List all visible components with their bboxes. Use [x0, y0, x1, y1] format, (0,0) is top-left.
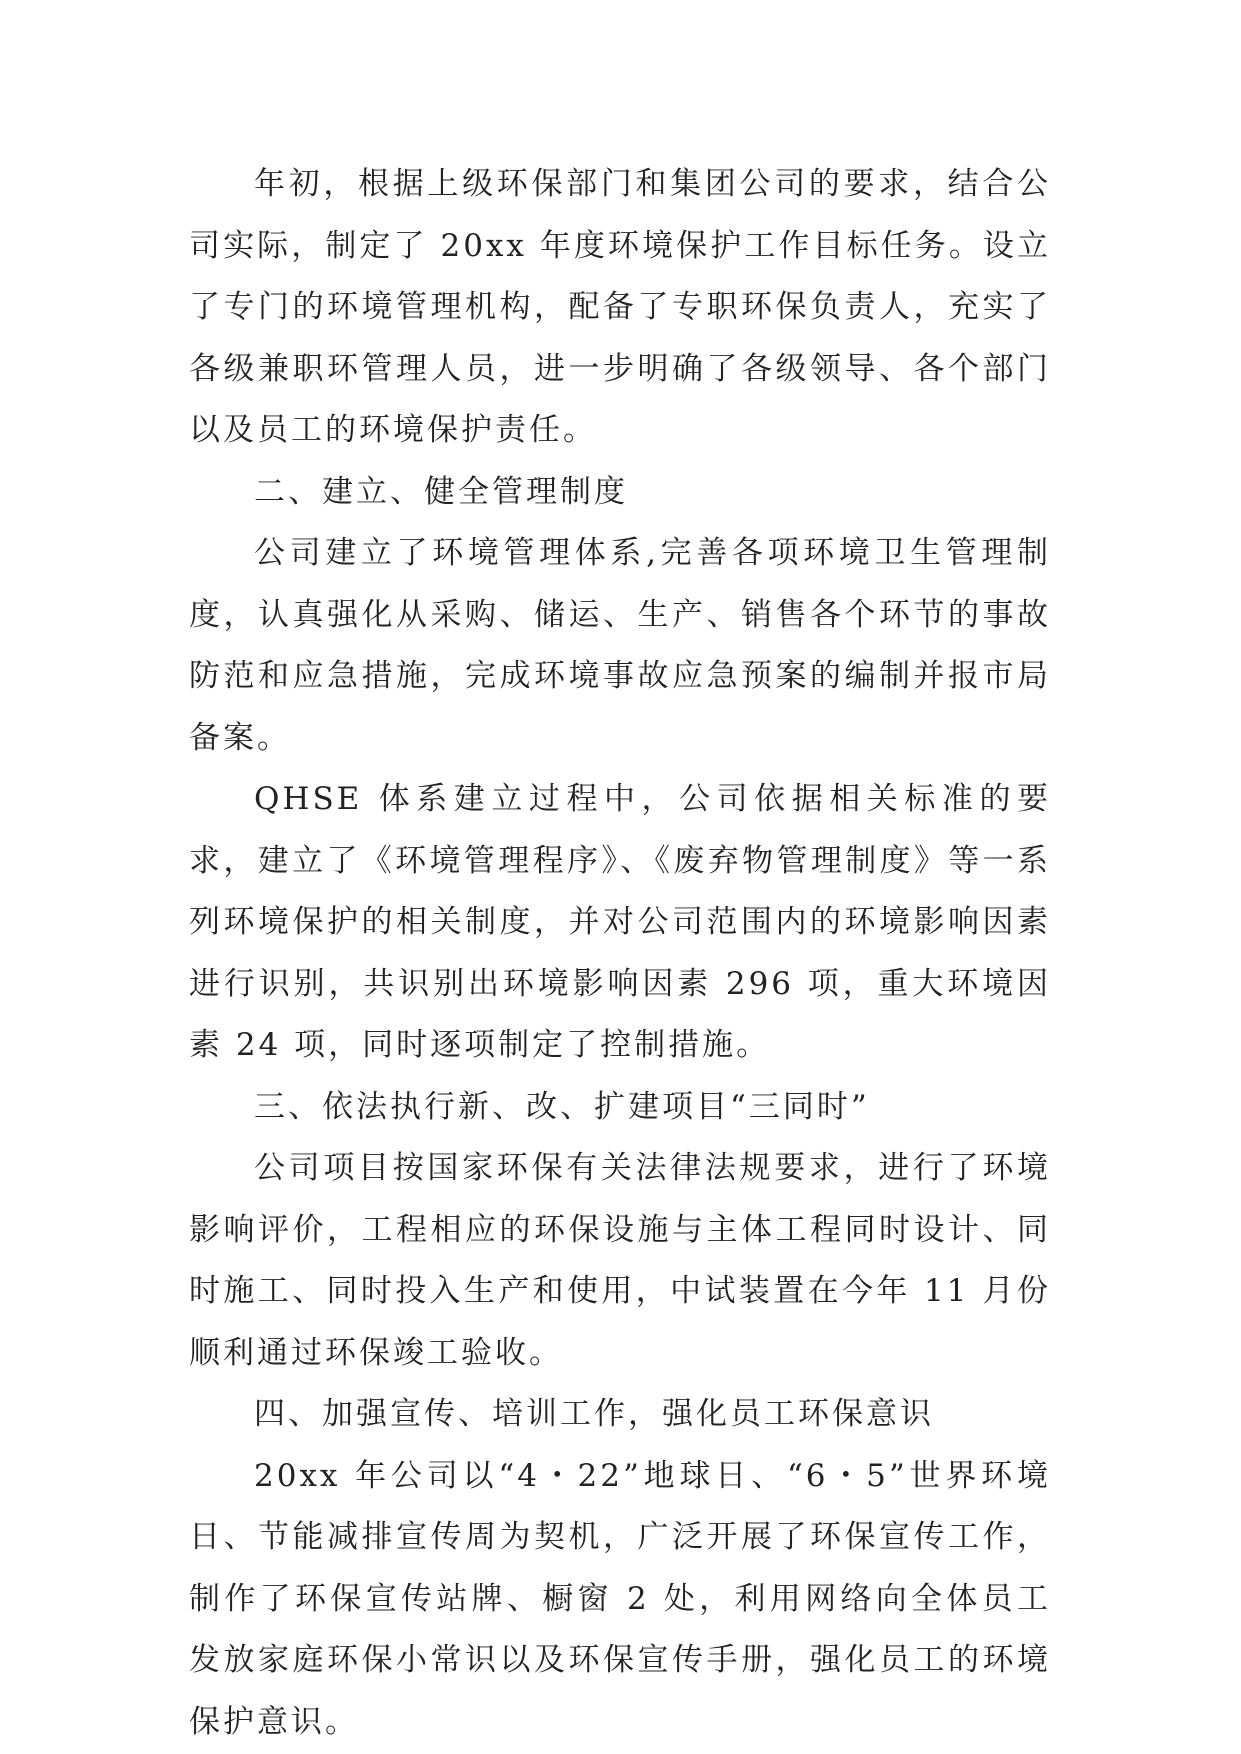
paragraph-project-evaluation: 公司项目按国家环保有关法律法规要求，进行了环境影响评价，工程相应的环保设施与主体工程同时设计、同时施工、同时投入生产和使用，中试装置在今年 11 月份顺利通过环保竣工验收。 [189, 1150, 1051, 1371]
paragraph-goals: 年初，根据上级环保部门和集团公司的要求，结合公司实际，制定了 20xx 年度环境保护工作目标任务。设立了专门的环境管理机构，配备了专职环保负责人，充实了各级兼职环管理人员，进一步明确了各级领导、各个部门以及员工的环境保护责任。 [189, 166, 1051, 448]
paragraph-publicity: 20xx 年公司以“4・22”地球日、“6・5”世界环境日、节能减排宣传周为契机，广泛开展了环保宣传工作，制作了环保宣传站牌、橱窗 2 处，利用网络向全体员工发放家庭环保小常识以及环保宣传手册，强化员工的环境保护意识。 [189, 1457, 1051, 1740]
paragraph-management-system: 公司建立了环境管理体系,完善各项环境卫生管理制度，认真强化从采购、储运、生产、销售各个环节的事故防范和应急措施，完成环境事故应急预案的编制并报市局备案。 [189, 535, 1051, 756]
document-body [189, 154, 1051, 1753]
section-heading-4: 四、加强宣传、培训工作，强化员工环保意识 [254, 1396, 934, 1432]
section-heading-3: 三、依法执行新、改、扩建项目“三同时” [254, 1088, 870, 1125]
section-heading-2: 二、建立、健全管理制度 [254, 473, 628, 510]
paragraph-qhse: QHSE 体系建立过程中，公司依据相关标准的要求，建立了《环境管理程序》、《废弃物管理制度》等一系列环境保护的相关制度，并对公司范围内的环境影响因素进行识别，共识别出环境影响因素 296 项，重大环境因素 24 项，同时逐项制定了控制措施。 [189, 781, 1051, 1063]
